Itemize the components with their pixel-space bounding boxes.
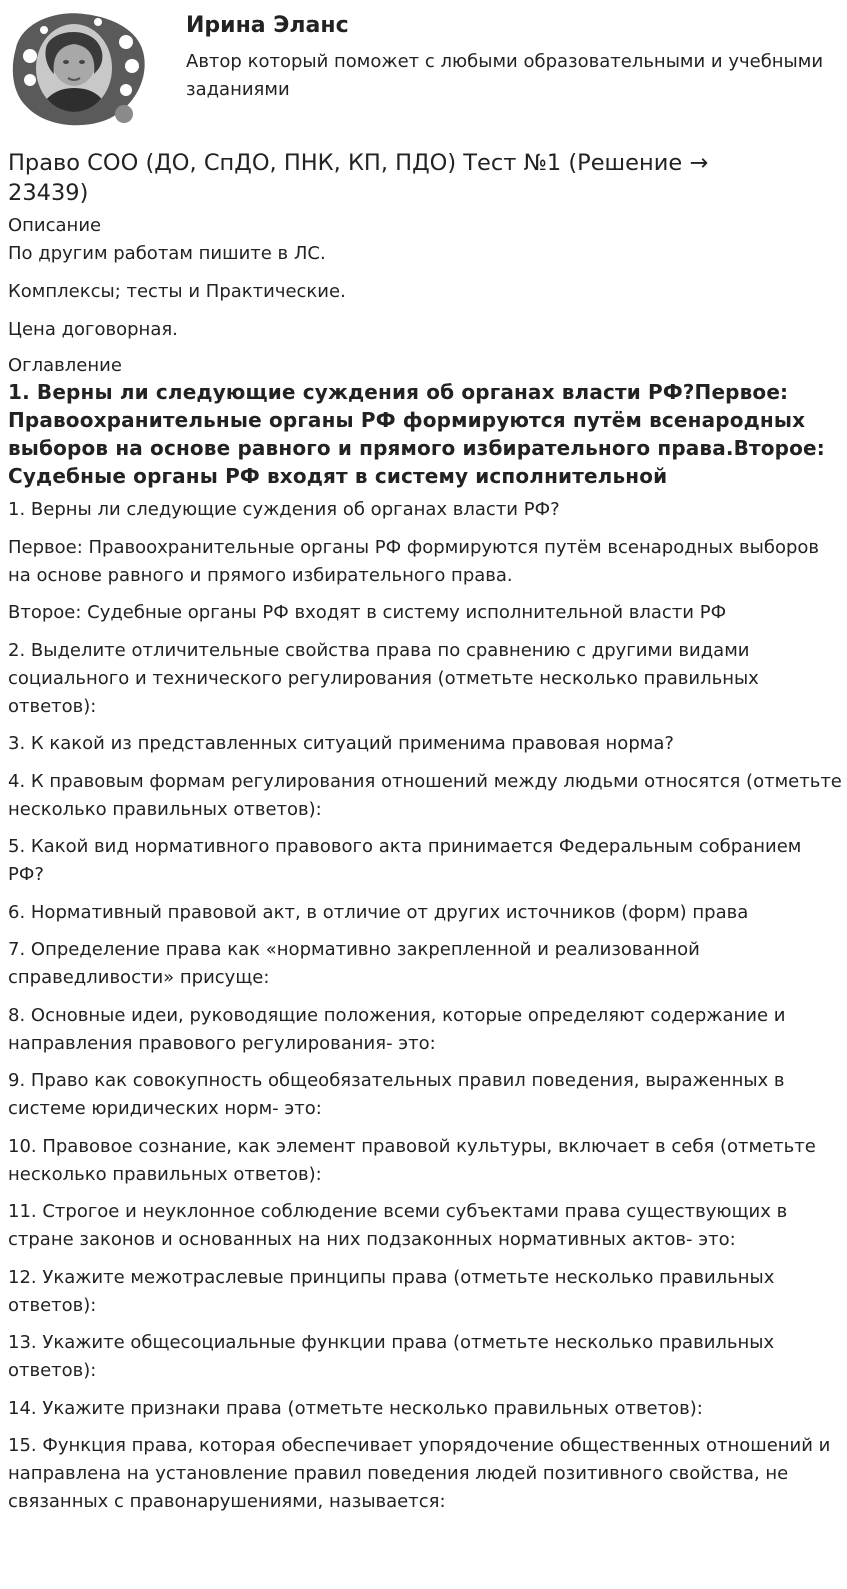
description-paragraph: Комплексы; тесты и Практические. (8, 281, 346, 302)
toc-item: 14. Укажите признаки права (отметьте несколько правильных ответов): (8, 1397, 703, 1419)
toc-item: 12. Укажите межотраслевые принципы права (отметьте несколько правильных ответов): (8, 1266, 775, 1316)
toc-item: 11. Строгое и неуклонное соблюдение всеми субъектами права существующих в стране законов и основанных на них подзаконных нормативных актов- это: (8, 1201, 788, 1250)
description-paragraph: По другим работам пишите в ЛС. (8, 243, 326, 264)
toc-item: 6. Нормативный правовой акт, в отличие от других источников (форм) права (8, 901, 749, 923)
toc-item: 4. К правовым формам регулирования отношений между людьми относятся (отметьте несколько правильных ответов): (8, 770, 842, 820)
toc-item: 1. Верны ли следующие суждения об органах власти РФ? (8, 499, 560, 520)
toc-item: Первое: Правоохранительные органы РФ формируются путём всенародных выборов на основе равного и прямого избирательного права. (8, 536, 820, 586)
toc-label: Оглавление (8, 355, 122, 376)
toc-item: 7. Определение права как «нормативно закрепленной и реализованной справедливости» присуще: (8, 939, 700, 988)
toc-item: 3. К какой из представленных ситуаций применима правовая норма? (8, 733, 674, 754)
toc-item: 2. Выделите отличительные свойства права по сравнению с другими видами социального и технического регулирования (отметьте несколько правильных ответов): (8, 639, 759, 717)
toc-item: 8. Основные идеи, руководящие положения, которые определяют содержание и направления правового регулирования- это: (8, 1004, 786, 1054)
author-card (0, 0, 847, 140)
page-title: Право СОО (ДО, СпДО, ПНК, КП, ПДО) Тест №1 (Решение → 23439) (8, 150, 709, 206)
description-paragraph: Цена договорная. (8, 319, 178, 340)
toc-item: Второе: Судебные органы РФ входят в систему исполнительной власти РФ (8, 602, 727, 623)
author-description: Автор который поможет с любыми образовательными и учебными заданиями (186, 51, 824, 100)
author-name[interactable]: Ирина Эланс (186, 13, 349, 38)
main-content (8, 148, 842, 1526)
toc-item: 9. Право как совокупность общеобязательных правил поведения, выраженных в системе юридических норм- это: (8, 1070, 785, 1119)
toc-list (8, 496, 842, 1516)
toc-item: 15. Функция права, которая обеспечивает упорядочение общественных отношений и направлена на установление правил поведения людей позитивного свойства, не связанных с правонарушениями, называется: (8, 1435, 831, 1512)
author-avatar[interactable] (8, 8, 150, 128)
description-block (8, 240, 842, 344)
description-label: Описание (8, 215, 102, 236)
toc-item: 13. Укажите общесоциальные функции права (отметьте несколько правильных ответов): (8, 1332, 775, 1381)
toc-heading: 1. Верны ли следующие суждения об органах власти РФ?Первое: Правоохранительные органы РФ формируются путём всенародных выборов на основе равного и прямого избирательного права.Второе: Судебные органы РФ входят в систему исполнительной (8, 380, 825, 488)
toc-item: 10. Правовое сознание, как элемент правовой культуры, включает в себя (отметьте несколько правильных ответов): (8, 1135, 816, 1185)
toc-item: 5. Какой вид нормативного правового акта принимается Федеральным собранием РФ? (8, 836, 802, 885)
